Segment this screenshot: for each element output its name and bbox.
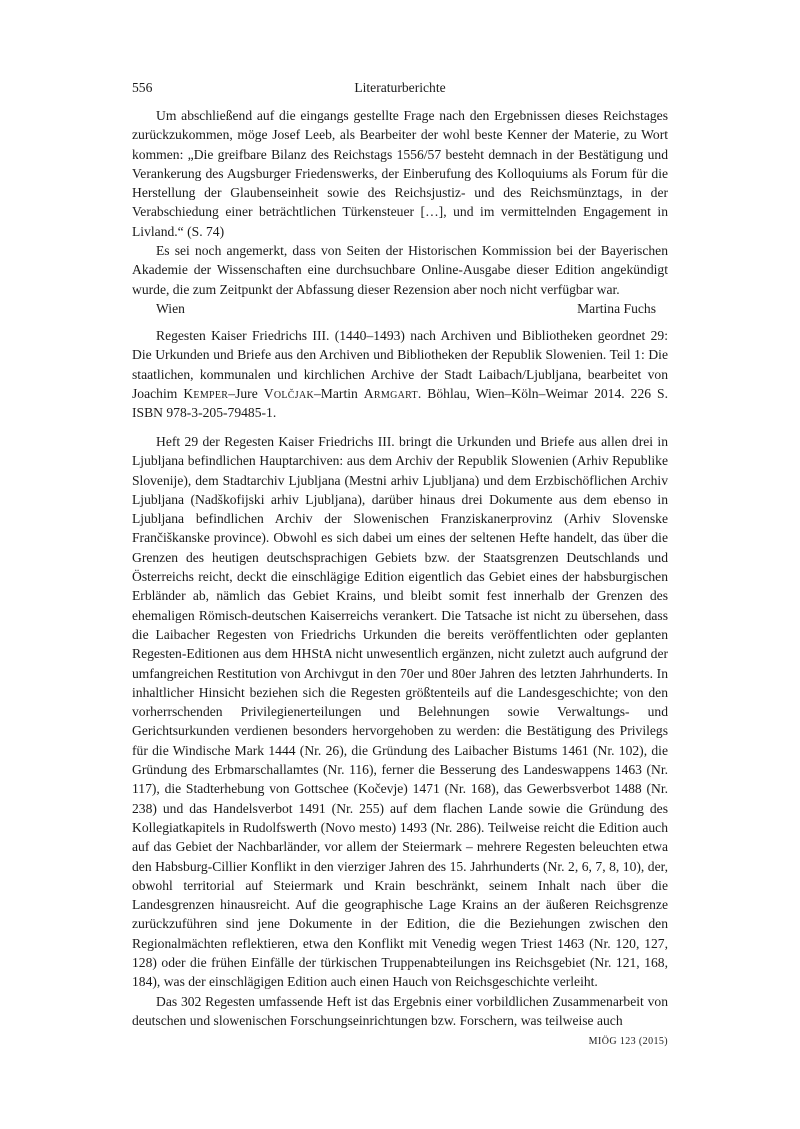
signature-place: Wien: [156, 300, 185, 316]
review-body: [132, 432, 668, 1030]
signature-author: Martina Fuchs: [577, 300, 656, 316]
book-title-text: Regesten Kaiser Friedrichs III. (1440–1493) nach Archiven und Bibliotheken geordnet 29: Die Urkunden und Briefe aus den Archiven und Bibliotheken der Republik Slowenien. Teil 1: Die staatlichen, kommunalen und kirchlichen Archive der Stadt Laibach/Ljubljana, bearbeitet von Joachim: [132, 328, 668, 401]
editor-separator: –Jure: [228, 385, 258, 401]
running-title: Literaturberichte: [354, 80, 446, 95]
paragraph: Das 302 Regesten umfassende Heft ist das Ergebnis einer vorbildlichen Zusammenarbeit von deutschen und slowenischen Forschungseinrichtungen bzw. Forschern, was teilweise auch: [132, 993, 668, 1028]
paragraph: Um abschließend auf die eingangs gestellte Frage nach den Ergebnissen dieses Reichstages zurückzukommen, möge Josef Leeb, als Bearbeiter der wohl beste Kenner der Materie, zu Wort kommen: „Die greifbare Bilanz des Reichstags 1556/57 besteht demnach in der Bestätigung und Verankerung des Augsburger Friedenswerks, der Einberufung des Kolloquiums als Forum für die Herstellung der Glaubenseinheit sowie des Reichsjustiz- und des Reichsmünztags, in der Verabschiedung einer beträchtlichen Türkensteuer […], und im vermittelnden Engagement in Livland.“ (S. 74): [132, 108, 668, 239]
book-entry: [132, 326, 668, 422]
editor-name: Volčjak: [263, 385, 314, 401]
paragraph: Es sei noch angemerkt, dass von Seiten der Historischen Kommission bei der Bayerischen Akademie der Wissenschaften eine durchsuchbare Online-Ausgabe dieser Edition angekündigt wurde, die zum Zeitpunkt der Abfassung dieser Rezension aber noch nicht verfügbar war.: [132, 243, 668, 297]
paragraph: Heft 29 der Regesten Kaiser Friedrichs III. bringt die Urkunden und Briefe aus allen drei in Ljubljana befindlichen Hauptarchiven: aus dem Archiv der Republik Slowenien (Arhiv Republike Slovenije), dem Stadtarchiv Ljubljana (Mestni arhiv Ljubljana) und dem Erzbischöflichen Archiv Ljubljana (Nadškofijski arhiv Ljubljana), darüber hinaus drei Dokumente aus dem ebenso in Ljubljana befindlichen Archiv der Slowenischen Franziskanerprovinz (Arhiv Slovenske Frančiškanske province). Obwohl es sich dabei um eines der seltenen Hefte handelt, das über die Grenzen des heutigen deutschsprachigen Gebiets bzw. der Staatsgrenzen Deutschlands und Österreichs reicht, deckt die einschlägige Edition eigentlich das Gebiet eines der habsburgischen Erbländer ab, nämlich das Gebiet Krains, und bleibt somit fest innerhalb der Grenzen des ehemaligen Römisch-deutschen Kaiserreichs verankert. Die Tatsache ist nicht zu übersehen, dass die Laibacher Regesten von Friedrichs Urkunden die bereits veröffentlichten oder geplanten Regesten-Editionen aus dem HHStA nicht unwesentlich ergänzen, nicht zuletzt auch aufgrund der umfangreichen Restitution von Archivgut in den 70er und 80er Jahren des letzten Jahrhunderts. In inhaltlicher Hinsicht beziehen sich die Regesten größtenteils auf die Landesgeschichte; von den vorherrschenden Privilegienerteilungen und Belehnungen sowie Verwaltungs- und Gerichtsurkunden verdienen besonders hervorgehoben zu werden: die Bestätigung des Privilegs für die Windische Mark 1444 (Nr. 26), die Gründung des Laibacher Bistums 1461 (Nr. 102), die Gründung des Erbmarschallamtes (Nr. 116), ferner die Besserung des Landeswappens 1463 (Nr. 117), die Stadterhebung von Gottschee (Kočevje) 1471 (Nr. 168), das Gewerbsverbot 1488 (Nr. 238) und das Handelsverbot 1491 (Nr. 255) auf dem flachen Lande sowie die Gründung des Kollegiatkapitels in Rudolfswerth (Novo mesto) 1493 (Nr. 286). Teilweise reicht die Edition auch auf das Gebiet der Nachbarländer, vor allem der Steiermark – mehrere Regesten beleuchten etwa den Habsburg-Cillier Konflikt in den vierziger Jahren des 15. Jahrhunderts (Nr. 2, 6, 7, 8, 10), der, obwohl territorial auf Steiermark und Krain beschränkt, seinem Inhalt nach über die Landesgrenzen hinausreicht. Auf die geographische Lage Krains an der äußeren Reichsgrenze zurückzuführen sind jene Dokumente in der Edition, die die Beziehungen zwischen den Regionalmächten reflektieren, etwa den Konflikt mit Venedig wegen Triest 1463 (Nr. 120, 127, 128) oder die frühen Einfälle der türkischen Truppenabteilungen ins Reichsgebiet (Nr. 121, 168, 184), was der einschlägigen Edition auch einen Hauch von Reichsgeschichte verleiht.: [132, 434, 668, 990]
publication-details: . Böhlau, Wien–Köln–Weimar 2014. 226 S. ISBN 978-3-205-79485-1.: [132, 385, 668, 421]
book-citation: [132, 326, 668, 422]
page-header: [132, 78, 668, 98]
editor-separator: –Martin: [314, 385, 358, 401]
page-number: 556: [132, 80, 153, 95]
editor-name: Kemper: [183, 385, 229, 401]
previous-review-end: [132, 106, 668, 318]
journal-footer: MIÖG 123 (2015): [588, 1036, 668, 1047]
review-signature: [132, 299, 668, 318]
editor-name: Armgart: [363, 385, 418, 401]
